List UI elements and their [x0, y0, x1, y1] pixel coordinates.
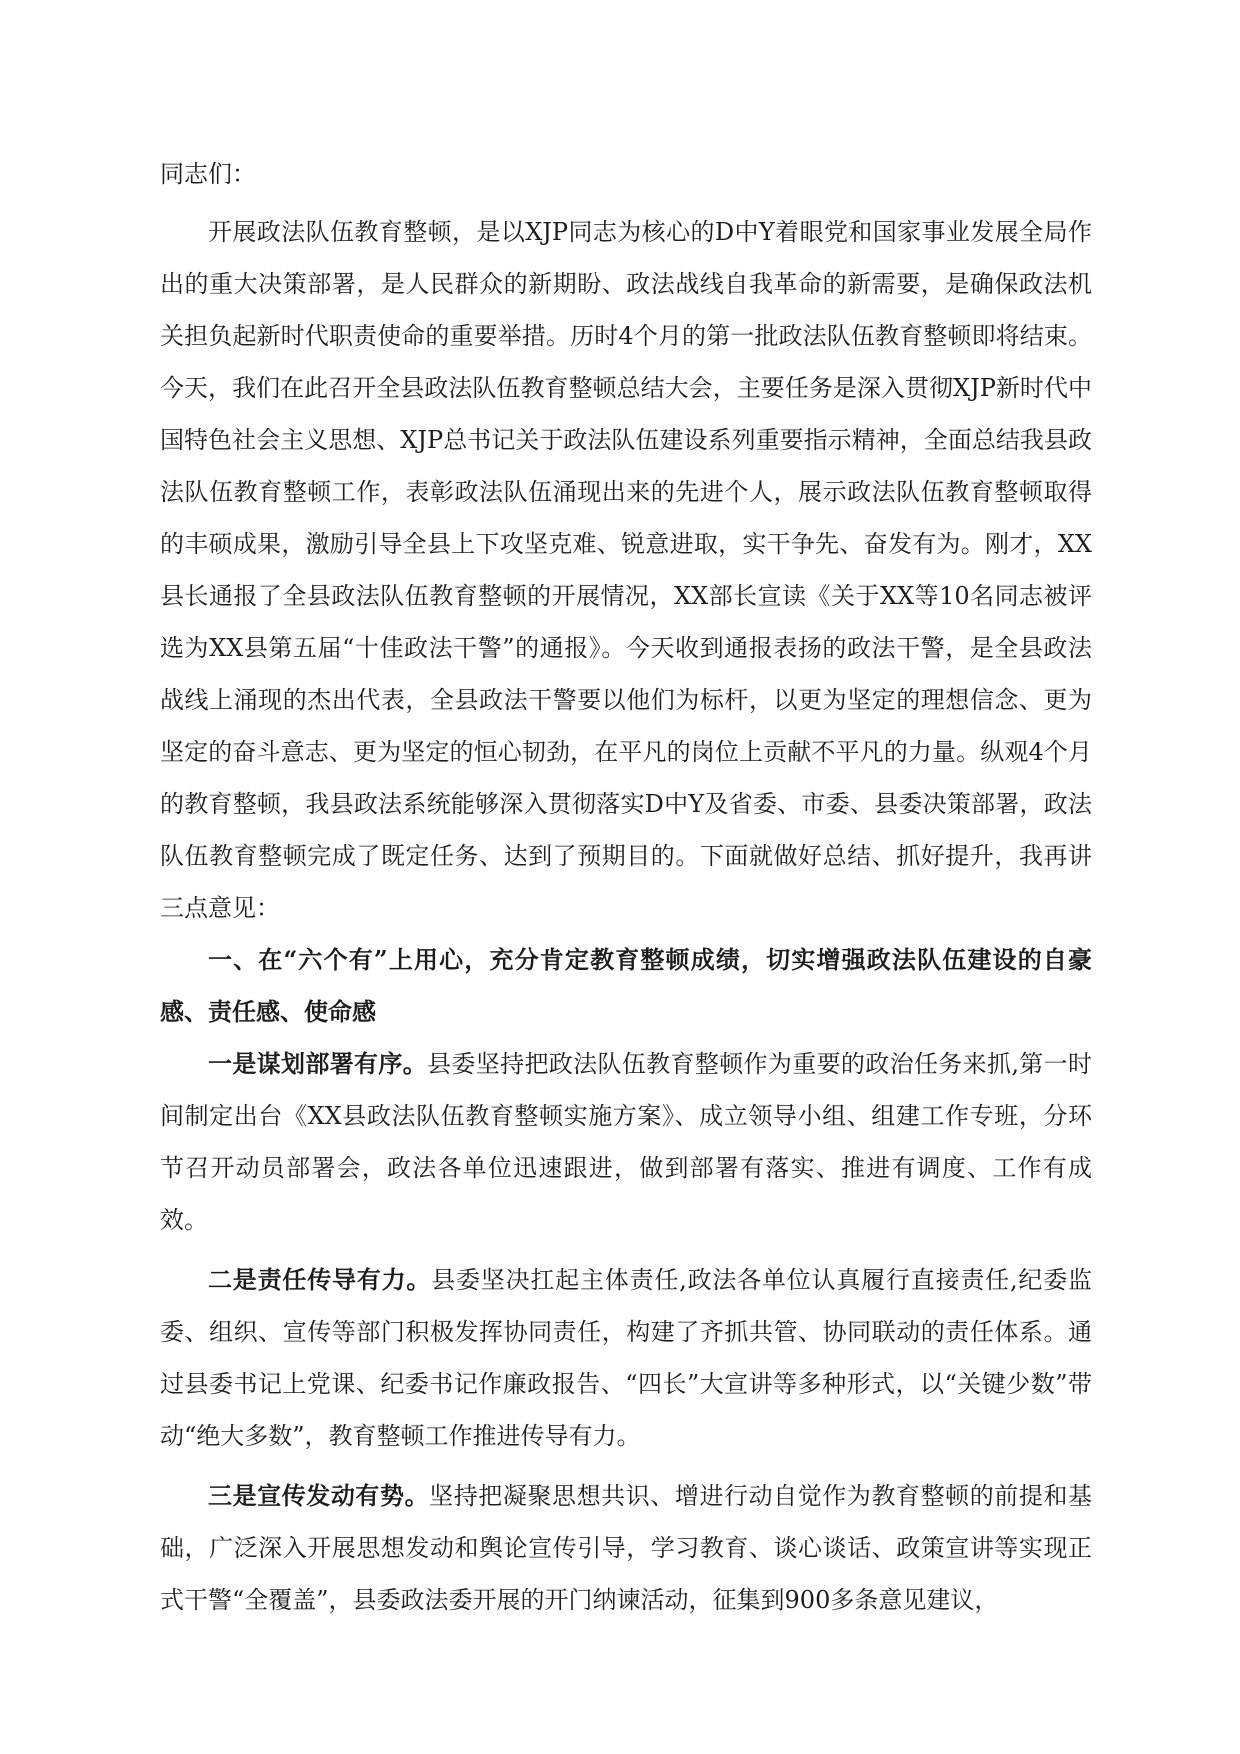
- salutation: 同志们：: [160, 160, 256, 188]
- point-lead-2: 二是责任传导有力。: [208, 1265, 432, 1294]
- document-page: [160, 148, 1092, 1626]
- point-lead-3: 三是宣传发动有势。: [208, 1481, 430, 1510]
- point-paragraph-3: [160, 1470, 1092, 1626]
- section-heading-1: 一、在“六个有”上用心，充分肯定教育整顿成绩，切实增强政法队伍建设的自豪感、责任感、使命感: [160, 945, 1092, 1026]
- intro-paragraph: 开展政法队伍教育整顿，是以XJP同志为核心的D中Y着眼党和国家事业发展全局作出的重大决策部署，是人民群众的新期盼、政法战线自我革命的新需要，是确保政法机关担负起新时代职责使命的重要举措。历时4个月的第一批政法队伍教育整顿即将结束。今天，我们在此召开全县政法队伍教育整顿总结大会，主要任务是深入贯彻XJP新时代中国特色社会主义思想、XJP总书记关于政法队伍建设系列重要指示精神，全面总结我县政法队伍教育整顿工作，表彰政法队伍涌现出来的先进个人，展示政法队伍教育整顿取得的丰硕成果，激励引导全县上下攻坚克难、锐意进取，实干争先、奋发有为。刚才，XX县长通报了全县政法队伍教育整顿的开展情况，XX部长宣读《关于XX等10名同志被评选为XX县第五届“十佳政法干警”的通报》。今天收到通报表扬的政法干警，是全县政法战线上涌现的杰出代表，全县政法干警要以他们为标杆，以更为坚定的理想信念、更为坚定的奋斗意志、更为坚定的恒心韧劲，在平凡的岗位上贡献不平凡的力量。纵观4个月的教育整顿，我县政法系统能够深入贯彻落实D中Y及省委、市委、县委决策部署，政法队伍教育整顿完成了既定任务、达到了预期目的。下面就做好总结、抓好提升，我再讲三点意见：: [160, 218, 1092, 922]
- point-body-2: 县委坚决扛起主体责任,政法各单位认真履行直接责任,纪委监委、组织、宣传等部门积极发挥协同责任，构建了齐抓共管、协同联动的责任体系。通过县委书记上党课、纪委书记作廉政报告、“四长”大宣讲等多种形式，以“关键少数”带动“绝大多数”，教育整顿工作推进传导有力。: [160, 1266, 1092, 1450]
- point-body-1: 县委坚持把政法队伍教育整顿作为重要的政治任务来抓,第一时间制定出台《XX县政法队伍教育整顿实施方案》、成立领导小组、组建工作专班，分环节召开动员部署会，政法各单位迅速跟进，做到部署有落实、推进有调度、工作有成效。: [160, 1050, 1092, 1234]
- point-paragraph-2: [160, 1254, 1092, 1462]
- point-lead-1: 一是谋划部署有序。: [208, 1049, 428, 1078]
- point-paragraph-1: [160, 1038, 1092, 1246]
- point-body-3: 坚持把凝聚思想共识、增进行动自觉作为教育整顿的前提和基础，广泛深入开展思想发动和舆论宣传引导，学习教育、谈心谈话、政策宣讲等实现正式干警“全覆盖”，县委政法委开展的开门纳谏活动，征集到900多条意见建议，: [160, 1482, 1093, 1614]
